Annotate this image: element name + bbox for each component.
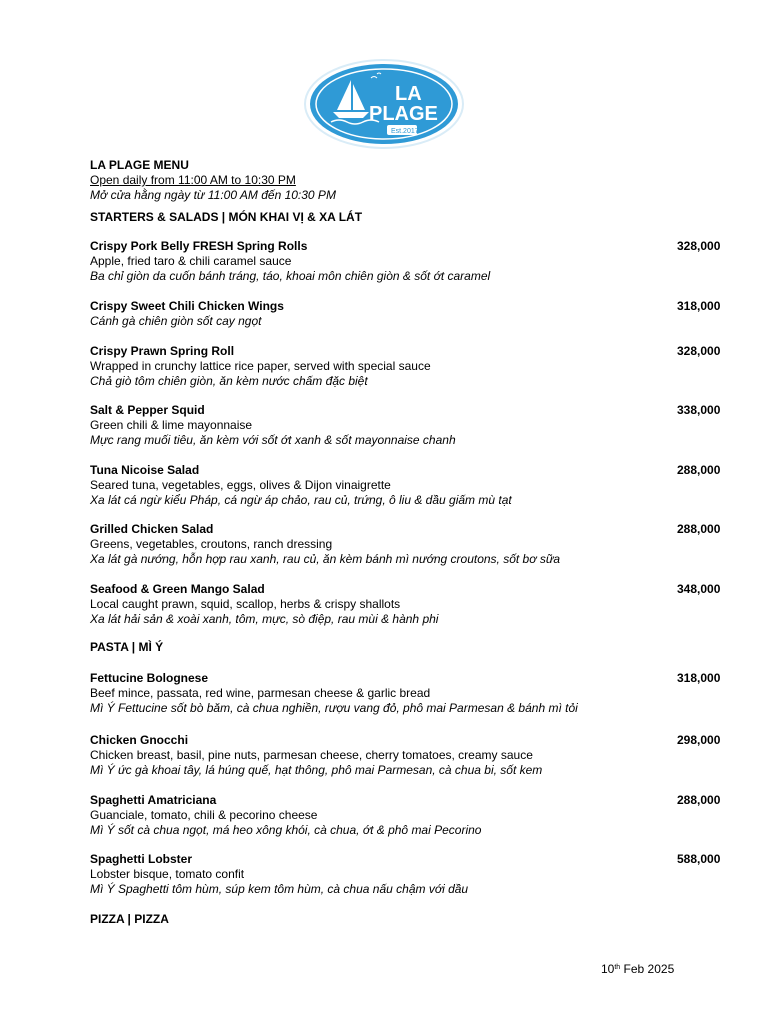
menu-item [90,463,721,508]
hours-vietnamese: Mở cửa hằng ngày từ 11:00 AM đến 10:30 PM [90,188,336,202]
item-name: Spaghetti Amatriciana [90,793,217,807]
item-vietnamese: Mì Ý sốt cà chua ngọt, má heo xông khói, cà chua, ớt & phô mai Pecorino [90,823,482,837]
item-description: Greens, vegetables, croutons, ranch dressing [90,537,333,551]
footer-day: 10 [601,962,615,976]
hours-english: Open daily from 11:00 AM to 10:30 PM [90,173,296,187]
footer-month-year: Feb 2025 [623,962,675,976]
item-description: Wrapped in crunchy lattice rice paper, served with special sauce [90,359,431,373]
item-price: 328,000 [677,239,721,253]
item-description: Local caught prawn, squid, scallop, herbs & crispy shallots [90,597,401,611]
item-vietnamese: Xa lát cá ngừ kiểu Pháp, cá ngừ áp chảo, rau củ, trứng, ô liu & dầu giấm mù tạt [90,493,512,507]
menu-title: LA PLAGE MENU [90,158,189,172]
menu-header [90,158,690,203]
menu-item [90,582,721,627]
item-vietnamese: Mì Ý Fettucine sốt bò băm, cà chua nghiền, rượu vang đỏ, phô mai Parmesan & bánh mì tỏi [90,701,578,715]
item-name: Fettucine Bolognese [90,671,209,685]
section-header-starters: STARTERS & SALADS | MÓN KHAI VỊ & XA LÁT [90,210,363,224]
item-vietnamese: Mực rang muối tiêu, ăn kèm với sốt ớt xanh & sốt mayonnaise chanh [90,433,456,447]
item-name: Crispy Sweet Chili Chicken Wings [90,299,284,313]
la-plage-logo [303,58,465,150]
item-description: Seared tuna, vegetables, eggs, olives & Dijon vinaigrette [90,478,391,492]
menu-item [90,522,721,567]
item-price: 288,000 [677,522,721,536]
item-vietnamese: Xa lát hải sản & xoài xanh, tôm, mực, sò điệp, rau mùi & hành phi [90,612,439,626]
item-vietnamese: Mì Ý ức gà khoai tây, lá húng quế, hạt thông, phô mai Parmesan, cà chua bi, sốt kem [90,763,543,777]
item-vietnamese: Mì Ý Spaghetti tôm hùm, súp kem tôm hùm, cà chua nấu chậm với dầu [90,882,469,896]
item-description: Apple, fried taro & chili caramel sauce [90,254,292,268]
item-price: 588,000 [677,852,721,866]
footer-day-suffix: th [614,964,621,971]
logo-text-plage: PLAGE [369,103,438,125]
item-name: Crispy Prawn Spring Roll [90,344,235,358]
menu-item [90,344,721,389]
item-vietnamese: Cánh gà chiên giòn sốt cay ngọt [90,314,262,328]
item-name: Tuna Nicoise Salad [90,463,200,477]
section-header-pizza: PIZZA | PIZZA [90,912,169,926]
menu-item [90,852,721,897]
item-vietnamese: Chả giò tôm chiên giòn, ăn kèm nước chấm đặc biệt [90,374,368,388]
section-header-pasta: PASTA | MÌ Ý [90,640,164,654]
item-description: Chicken breast, basil, pine nuts, parmesan cheese, cherry tomatoes, creamy sauce [90,748,533,762]
menu-item [90,299,721,329]
item-price: 318,000 [677,671,721,685]
item-name: Chicken Gnocchi [90,733,189,747]
menu-item [90,239,721,284]
item-description: Lobster bisque, tomato confit [90,867,245,881]
menu-item [90,793,721,838]
item-name: Seafood & Green Mango Salad [90,582,265,596]
item-price: 338,000 [677,403,721,417]
logo-est-text: Est.2017 [391,128,419,135]
menu-item [90,671,721,716]
item-price: 288,000 [677,463,721,477]
item-name: Grilled Chicken Salad [90,522,214,536]
item-description: Beef mince, passata, red wine, parmesan cheese & garlic bread [90,686,431,700]
item-vietnamese: Xa lát gà nướng, hỗn hợp rau xanh, rau củ, ăn kèm bánh mì nướng croutons, sốt bơ sữa [90,552,561,566]
item-price: 348,000 [677,582,721,596]
item-description: Guanciale, tomato, chili & pecorino cheese [90,808,318,822]
item-price: 328,000 [677,344,721,358]
item-description: Green chili & lime mayonnaise [90,418,253,432]
item-name: Spaghetti Lobster [90,852,193,866]
logo-text-la: LA [395,83,422,105]
menu-item [90,403,721,448]
item-name: Salt & Pepper Squid [90,403,205,417]
item-price: 318,000 [677,299,721,313]
item-price: 298,000 [677,733,721,747]
footer-date [601,962,674,977]
menu-item [90,733,721,778]
item-name: Crispy Pork Belly FRESH Spring Rolls [90,239,308,253]
item-price: 288,000 [677,793,721,807]
item-vietnamese: Ba chỉ giòn da cuốn bánh tráng, táo, khoai môn chiên giòn & sốt ớt caramel [90,269,491,283]
